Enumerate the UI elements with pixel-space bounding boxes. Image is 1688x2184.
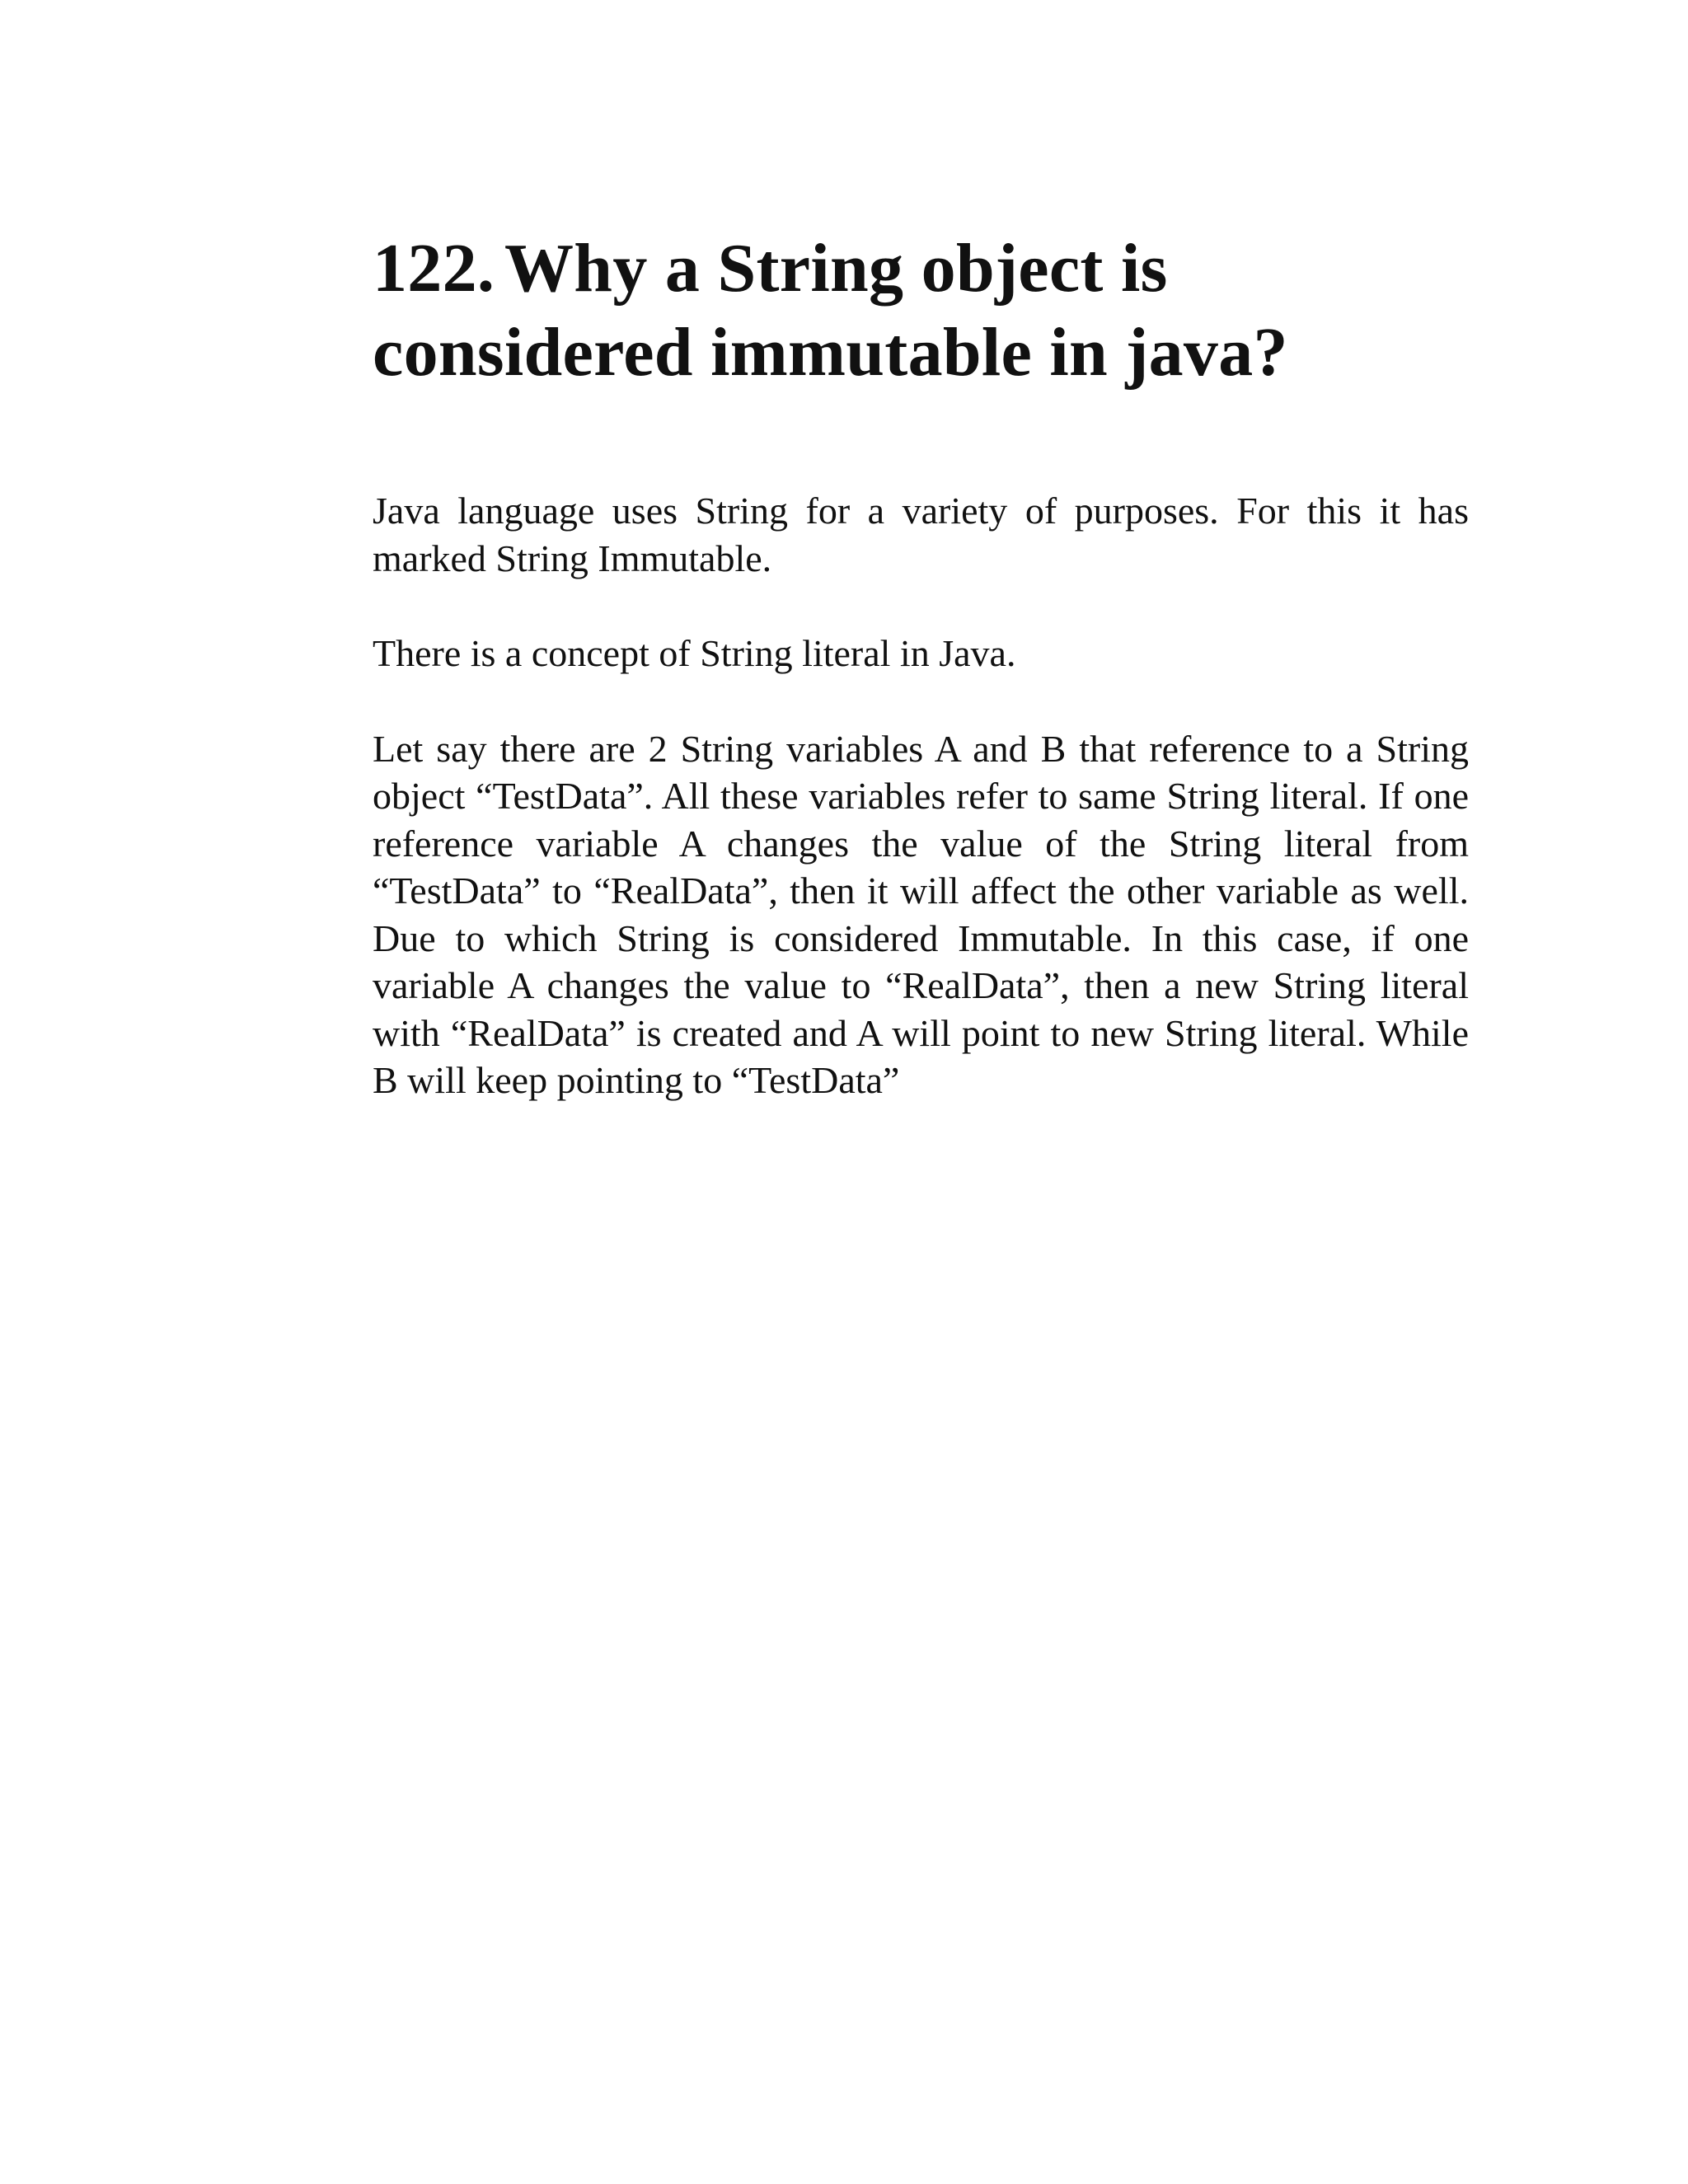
paragraph-explanation: Let say there are 2 String variables A and B that reference to a String object “TestData”. All these variables refer to same String literal. If one reference variable A changes the value of the String literal from “TestData” to “RealData”, then it will affect the other variable as well. Due to which String is considered Immutable. In this case, if one variable A changes the value to “RealData”, then a new String literal with “RealData” is created and A will point to new String literal. While B will keep pointing to “TestData” bbox=[373, 727, 1469, 1101]
question-number: 122. bbox=[373, 230, 495, 307]
paragraph-intro: Java language uses String for a variety of purposes. For this it has marked String Immutable. bbox=[373, 490, 1469, 579]
document-page bbox=[373, 227, 1469, 1104]
paragraph-literal-concept: There is a concept of String literal in Java. bbox=[373, 632, 1016, 674]
question-title: Why a String object is considered immutable in java? bbox=[373, 230, 1288, 391]
question-heading bbox=[373, 227, 1469, 395]
